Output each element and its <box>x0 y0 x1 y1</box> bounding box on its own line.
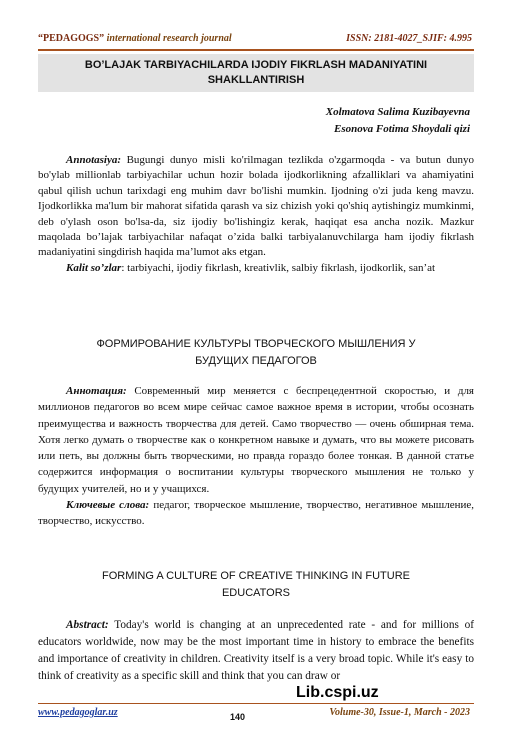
russian-title-line-2: БУДУЩИХ ПЕДАГОГОВ <box>195 355 317 367</box>
footer-divider <box>38 703 474 704</box>
english-abstract <box>38 617 474 685</box>
russian-keywords <box>38 497 474 530</box>
volume-info: Volume-30, Issue-1, March - 2023 <box>329 707 470 718</box>
issn-label: ISSN: 2181-4027_SJIF: 4.995 <box>346 33 472 44</box>
russian-keywords-text: педагог, творческое мышление, творчество, негативное мышление, творчество, искусство. <box>38 499 475 528</box>
uzbek-abstract-section <box>38 153 474 276</box>
journal-website-link[interactable]: www.pedagoglar.uz <box>38 707 118 718</box>
russian-keywords-label: Ключевые слова: <box>66 499 150 512</box>
header-divider <box>38 49 474 51</box>
uzbek-abstract-label: Annotasiya: <box>66 154 122 166</box>
author-list <box>326 104 470 138</box>
russian-abstract <box>38 383 474 497</box>
russian-abstract-text: Современный мир меняется с беспрецедентной скоростью, и для миллионов педагогов во всем мире сейчас самое важное время в истории, чтобы осознать преимущества и важность творчества для детей. Само творчество — очень обширная тема. Хотя легко думать о творчестве как о конкретном навыке и думать, что вы можете рисовать или петь, вы должны быть творческими, но правда гораздо более тонкая. В данной статье содержится информация о воспитании культуры творческого мышления не только у будущих учителей, но и у учащихся. <box>38 385 474 495</box>
watermark-text: Lib.cspi.uz <box>296 684 379 701</box>
title-line-2: SHAKLLANTIRISH <box>207 74 305 86</box>
russian-abstract-section <box>38 383 474 530</box>
uzbek-keywords <box>38 261 474 276</box>
english-abstract-section <box>38 617 474 685</box>
russian-title <box>38 336 474 370</box>
english-title <box>38 568 474 602</box>
english-abstract-label: Abstract: <box>66 619 109 631</box>
uzbek-keywords-label: Kalit so’zlar <box>66 261 122 274</box>
russian-abstract-label: Аннотация: <box>66 385 127 397</box>
uzbek-keywords-text: : tarbiyachi, ijodiy fikrlash, kreativlik, salbiy fikrlash, ijodkorlik, san’at <box>121 261 436 274</box>
english-title-line-1: FORMING A CULTURE OF CREATIVE THINKING IN FUTURE <box>101 570 411 582</box>
title-line-1: BO’LAJAK TARBIYACHILARDA IJODIY FIKRLASH MADANIYATINI <box>84 59 428 71</box>
page-number: 140 <box>230 712 246 722</box>
english-abstract-text: Today's world is changing at an unprecedented rate - and for millions of educators worldwide, now may be the most important time in history to embrace the benefits and importance of creativity in children. Creativity itself is a very broad topic. While it's easy to think of creativity as a specific skill and think that you can draw or <box>38 619 474 682</box>
english-title-line-2: EDUCATORS <box>221 587 291 599</box>
journal-name: “PEDAGOGS” <box>38 33 105 44</box>
journal-subtitle: international research journal <box>106 33 232 44</box>
uzbek-abstract <box>38 153 474 261</box>
russian-title-line-1: ФОРМИРОВАНИЕ КУЛЬТУРЫ ТВОРЧЕСКОГО МЫШЛЕНИЯ У <box>96 338 416 350</box>
uzbek-abstract-text: Bugungi dunyo misli ko'rilmagan tezlikda o'zgarmoqda - va butun dunyo bo'ylab millionlab tarbiyachilar uchun hozir bolada ijodkorlikning afzalliklari va ahamiyatini qabul qilish uchun tarixdagi eng muhim davr bo'lishi mumkin. Ijodning o'zi juda keng mavzu. Ijodkorlikka ma'lum bir mahorat sifatida qarash va siz chizish yoki qo'shiq aytishingiz mumkinmi, deb o'ylash oson bo'lsa-da, siz ijodiy bo'lishingiz kerak, haqiqat esa ancha nozik. Mazkur maqolada bo’lajak tarbiyachilar nafaqat o’zida balki tarbiyalanuvchilarga ham ijodiy fikrlash madaniyatini singdirish haqida ma’lumot aks etgan. <box>38 154 474 259</box>
page-header <box>38 33 474 49</box>
author-2: Esonova Fotima Shoydali qizi <box>334 123 470 135</box>
article-title <box>38 54 474 92</box>
author-1: Xolmatova Salima Kuzibayevna <box>325 106 470 118</box>
journal-title <box>38 33 232 44</box>
